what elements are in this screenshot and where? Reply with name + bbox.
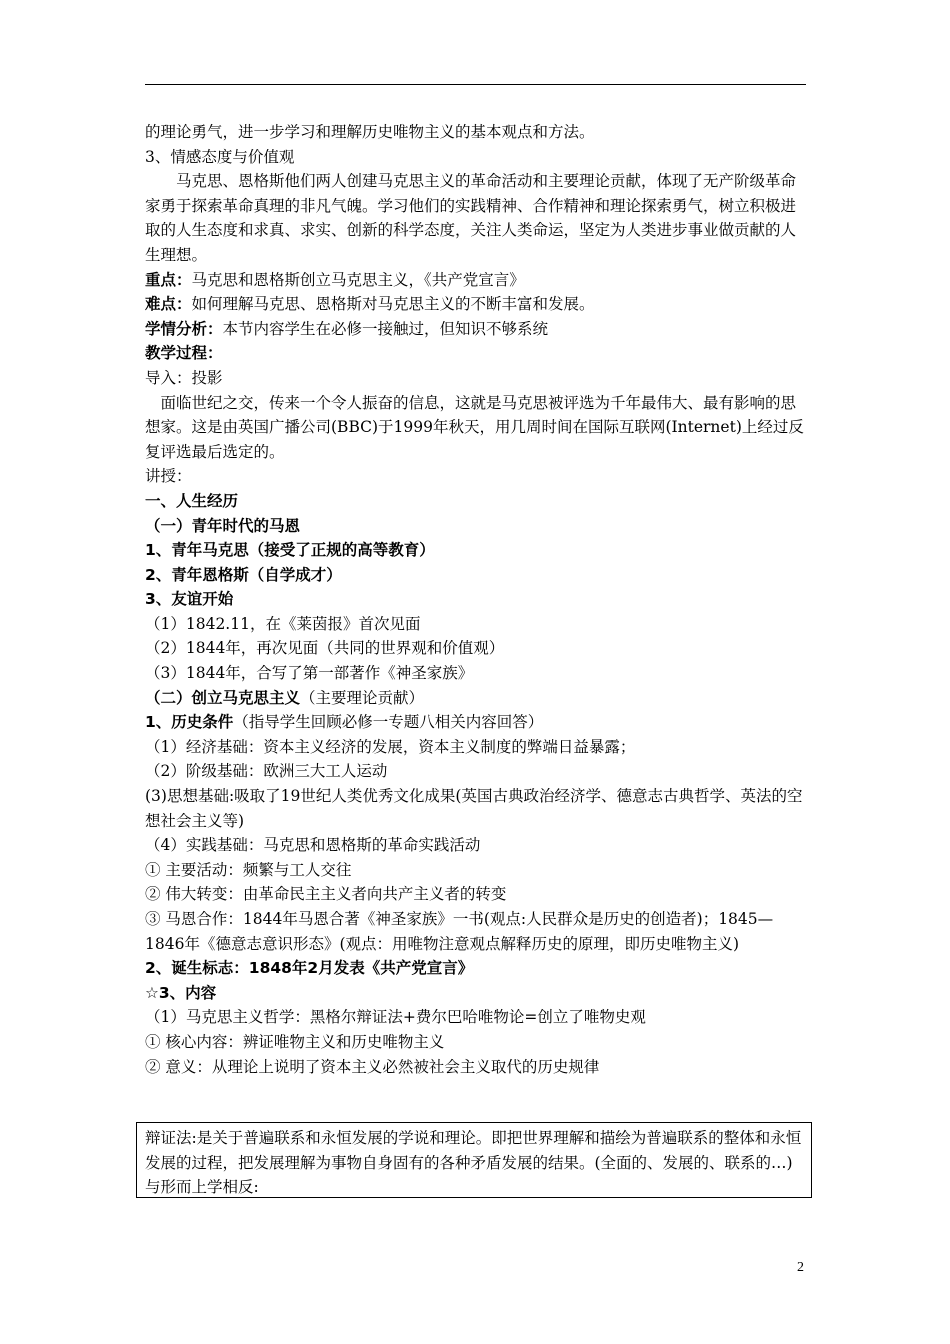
line-text: 马克思和恩格斯创立马克思主义，《共产党宣言》 <box>191 270 525 289</box>
text-line: 一、人生经历 <box>145 491 239 510</box>
line-text: 本节内容学生在必修一接触过，但知识不够系统 <box>222 319 549 338</box>
text-line: 讲授： <box>145 467 192 486</box>
text-line: （2）1844年，再次见面（共同的世界观和价值观） <box>145 639 505 658</box>
text-line: ② 伟大转变：由革命民主主义者向共产主义者的转变 <box>145 885 507 904</box>
text-line: 的理论勇气，进一步学习和理解历史唯物主义的基本观点和方法。 <box>145 123 595 141</box>
text-line: （1）经济基础：资本主义经济的发展，资本主义制度的弊端日益暴露； <box>145 737 636 756</box>
line-label: 重点： <box>145 270 192 289</box>
text-line <box>145 268 810 293</box>
text-line: （1）马克思主义哲学：黑格尔辩证法+费尔巴哈唯物论=创立了唯物史观 <box>145 1008 646 1027</box>
text-line: （2）阶级基础：欧洲三大工人运动 <box>145 762 388 781</box>
text-line: 1、青年马克思（接受了正规的高等教育） <box>145 541 435 560</box>
text-line: 2、青年恩格斯（自学成才） <box>145 565 342 584</box>
text-line: ② 意义：从理论上说明了资本主义必然被社会主义取代的历史规律 <box>145 1057 600 1076</box>
text-line: 面临世纪之交，传来一个令人振奋的信息，这就是马克思被评选为千年最伟大、最有影响的思想家。这是由英国广播公司(BBC)于1999年秋天，用几周时间在国际互联网(Internet)上经过反复评选最后选定的。 <box>145 393 804 461</box>
line-label: 难点： <box>145 295 192 314</box>
text-line <box>145 710 810 735</box>
text-line: 马克思、恩格斯他们两人创建马克思主义的革命活动和主要理论贡献，体现了无产阶级革命家勇于探索革命真理的非凡气魄。学习他们的实践精神、合作精神和理论探索勇气，树立积极进取的人生态度和求真、求实、创新的科学态度，关注人类命运，坚定为人类进步事业做贡献的人生理想。 <box>145 172 797 264</box>
header-rule <box>145 84 806 85</box>
document-body <box>145 120 810 1079</box>
line-text: （主要理论贡献） <box>300 688 425 707</box>
text-line: (3)思想基础:吸取了19世纪人类优秀文化成果(英国古典政治经济学、德意志古典哲学、英法的空想社会主义等) <box>145 787 803 830</box>
text-line: （一）青年时代的马恩 <box>145 516 301 535</box>
line-label: 学情分析： <box>145 319 223 338</box>
line-label: （二）创立马克思主义 <box>145 688 301 707</box>
text-line: （3）1844年，合写了第一部著作《神圣家族》 <box>145 664 474 683</box>
text-line: 3、友谊开始 <box>145 590 234 609</box>
text-line: ☆3、内容 <box>145 983 217 1002</box>
page-number: 2 <box>797 1260 804 1275</box>
definition-box <box>136 1122 812 1198</box>
text-line <box>145 292 810 317</box>
line-label: 1、历史条件 <box>145 713 234 732</box>
text-line <box>145 686 810 711</box>
text-line: 2、诞生标志：1848年2月发表《共产党宣言》 <box>145 959 474 978</box>
definition-box-text: 辩证法:是关于普遍联系和永恒发展的学说和理论。即把世界理解和描绘为普遍联系的整体和永恒发展的过程，把发展理解为事物自身固有的各种矛盾发展的结果。(全面的、发展的、联系的…)与形而上学相反: <box>145 1129 802 1197</box>
text-line: 3、情感态度与价值观 <box>145 147 295 166</box>
line-text: （指导学生回顾必修一专题八相关内容回答） <box>233 713 544 732</box>
text-line: ① 核心内容：辨证唯物主义和历史唯物主义 <box>145 1032 445 1051</box>
text-line: ① 主要活动：频繁与工人交往 <box>145 860 352 879</box>
text-line <box>145 317 810 342</box>
text-line: ③ 马恩合作：1844年马恩合著《神圣家族》一书(观点:人民群众是历史的创造者)；1845—1846年《德意志意识形态》(观点：用唯物注意观点解释历史的原理，即历史唯物主义) <box>145 910 774 953</box>
text-line: （4）实践基础：马克思和恩格斯的革命实践活动 <box>145 836 481 855</box>
text-line: 导入：投影 <box>145 368 223 387</box>
text-line: 教学过程： <box>145 344 223 363</box>
line-text: 如何理解马克思、恩格斯对马克思主义的不断丰富和发展。 <box>191 295 595 314</box>
text-line: （1）1842.11，在《莱茵报》首次见面 <box>145 614 421 633</box>
